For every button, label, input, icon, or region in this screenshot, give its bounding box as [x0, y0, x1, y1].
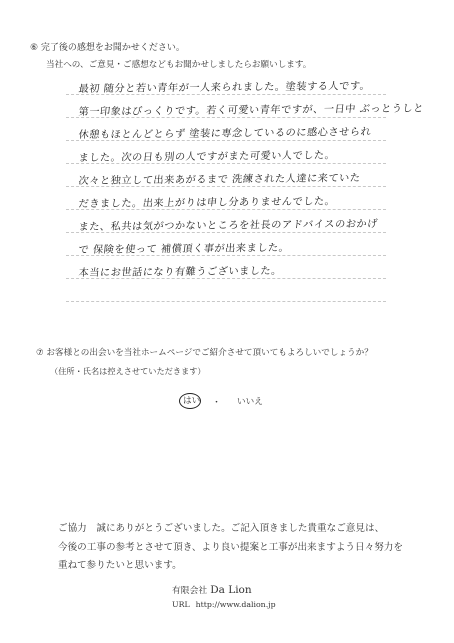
thank-you-message	[58, 520, 403, 576]
question-6-label: ⑥ 完了後の感想をお聞かせください。	[30, 43, 185, 53]
ruled-line	[66, 301, 386, 302]
yes-option[interactable]	[179, 393, 201, 409]
company-brand: Da Lion	[210, 584, 252, 596]
handwritten-line: で 保険を使って 補償頂く事が出来ました。	[78, 242, 290, 256]
question-7-label: ⑦ お客様との出会いを当社ホームページでご紹介させて頂いてもよろしいでしょうか？	[36, 348, 373, 358]
thank-you-line: 重ねて参りたいと思います。	[58, 560, 182, 571]
handwritten-line: ました。次の日も別の人ですがまた可愛い人でした。	[78, 150, 336, 164]
handwritten-line: 休憩もほとんどとらず 塗装に専念しているのに感心させられ	[78, 126, 372, 141]
yes-option-label: はい	[183, 396, 201, 406]
handwritten-line: また、私共は気がつかないところを社長のアドバイスのおかげ	[78, 218, 379, 233]
question-6-instruction: 当社への、ご意見・ご感想などもお聞かせしましたらお願いします。	[46, 60, 312, 70]
no-option[interactable]: いいえ	[237, 397, 263, 407]
handwritten-line: 本当にお世話になり有難うございました。	[78, 265, 283, 279]
handwritten-line: 次々と独立して出来あがるまで 洗練された人達に来ていた	[78, 173, 361, 187]
thank-you-line: ご協力 誠にありがとうございました。ご記入頂きました貴重なご意見は、	[58, 523, 385, 534]
option-separator: ・	[212, 398, 222, 408]
handwritten-line: 最初 随分と若い青年が一人来られました。塗装する人です。	[78, 80, 371, 95]
url-label: URL	[172, 600, 190, 609]
handwritten-line: 第一印象はびっくりです。若く可愛い青年ですが、一日中 ぶっとうしと	[78, 103, 425, 118]
url-link[interactable]: http://www.dalion.jp	[195, 600, 276, 609]
company-type: 有限会社	[172, 586, 208, 596]
handwritten-line: だきました。出来上がりは申し分ありませんでした。	[78, 196, 336, 210]
thank-you-line: 今後の工事の参考とさせて頂き、より良い提案と工事が出来ますよう日々努力を	[58, 541, 403, 553]
handwritten-answer-area	[66, 74, 425, 310]
company-name	[172, 583, 252, 596]
company-url	[172, 600, 276, 609]
question-7-note: （住所・氏名は控えさせていただきます）	[50, 366, 206, 376]
